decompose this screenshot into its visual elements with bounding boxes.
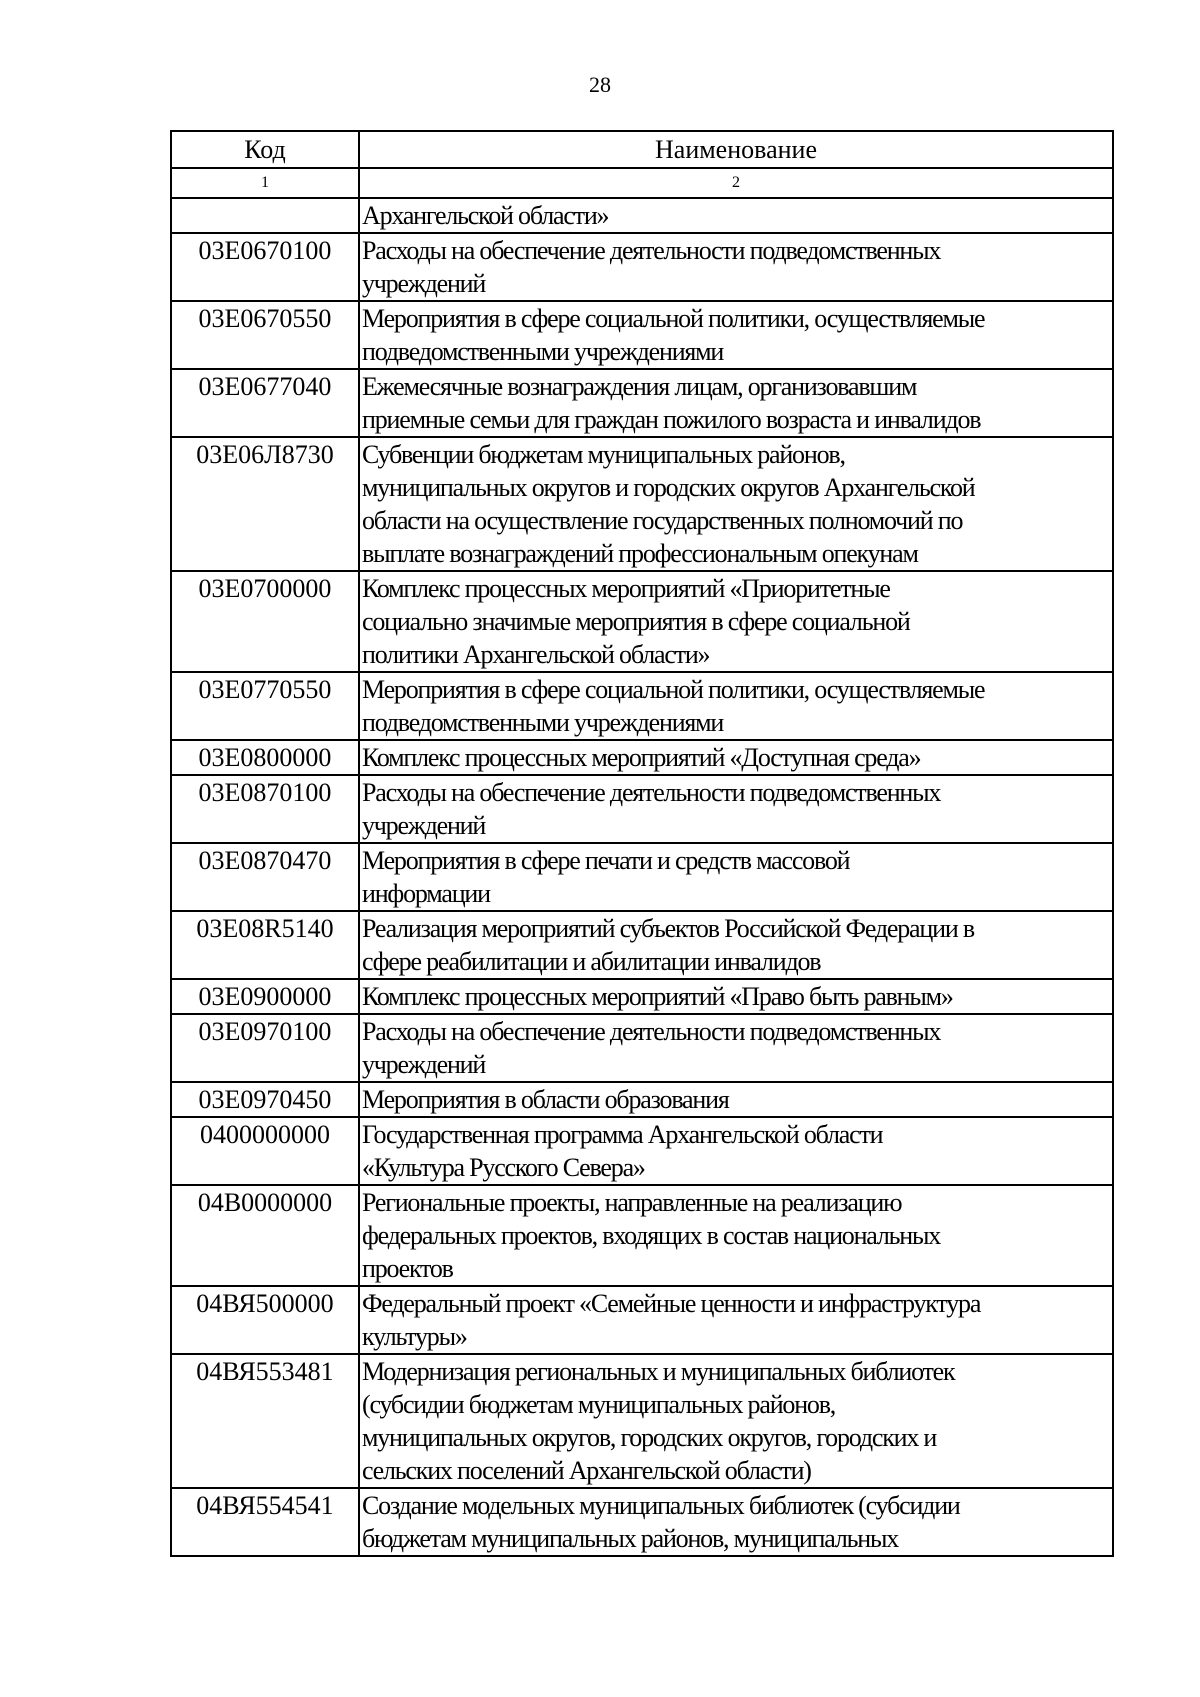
row-name-line: Создание модельных муниципальных библиотек (субсидии xyxy=(362,1491,960,1520)
row-name-line: муниципальных округов и городских округов Архангельской xyxy=(362,473,975,502)
row-name-line: Федеральный проект «Семейные ценности и инфраструктура xyxy=(362,1289,981,1318)
row-name xyxy=(359,1354,1113,1488)
row-name-line: Региональные проекты, направленные на реализацию xyxy=(362,1188,902,1217)
row-name-line: Мероприятия в области образования xyxy=(362,1085,729,1114)
row-code: 03Е0900000 xyxy=(171,979,359,1014)
table-row xyxy=(171,672,1113,740)
row-name-line: сфере реабилитации и абилитации инвалидов xyxy=(362,947,821,976)
row-code: 03Е0700000 xyxy=(171,571,359,672)
row-name-line: Мероприятия в сфере печати и средств массовой xyxy=(362,846,850,875)
row-name xyxy=(359,233,1113,301)
row-name-line: Расходы на обеспечение деятельности подведомственных xyxy=(362,1017,941,1046)
row-code xyxy=(171,198,359,233)
row-name-line: Расходы на обеспечение деятельности подведомственных xyxy=(362,236,941,265)
header-name: Наименование xyxy=(359,131,1113,168)
row-name-line: учреждений xyxy=(362,811,486,840)
row-code: 0400000000 xyxy=(171,1117,359,1185)
row-code: 03Е0670550 xyxy=(171,301,359,369)
row-name-line: политики Архангельской области» xyxy=(362,640,710,669)
row-name xyxy=(359,437,1113,571)
row-name xyxy=(359,1082,1113,1117)
row-name-line: Расходы на обеспечение деятельности подведомственных xyxy=(362,778,941,807)
row-name-line: федеральных проектов, входящих в состав национальных xyxy=(362,1221,941,1250)
table-header-row xyxy=(171,131,1113,168)
row-code: 03Е0677040 xyxy=(171,369,359,437)
row-name xyxy=(359,198,1113,233)
row-name-line: социально значимые мероприятия в сфере социальной xyxy=(362,607,910,636)
row-name-line: информации xyxy=(362,879,490,908)
table-row xyxy=(171,911,1113,979)
row-code: 04ВЯ553481 xyxy=(171,1354,359,1488)
row-name xyxy=(359,1117,1113,1185)
row-name-line: подведомственными учреждениями xyxy=(362,337,724,366)
table-row xyxy=(171,740,1113,775)
row-name-line: (субсидии бюджетам муниципальных районов, xyxy=(362,1390,836,1419)
table-row xyxy=(171,1286,1113,1354)
row-name-line: приемные семьи для граждан пожилого возраста и инвалидов xyxy=(362,405,981,434)
row-name-line: Комплекс процессных мероприятий «Приоритетные xyxy=(362,574,890,603)
row-name-line: Ежемесячные вознаграждения лицам, организовавшим xyxy=(362,372,917,401)
column-number-name: 2 xyxy=(359,168,1113,198)
table-row xyxy=(171,1488,1113,1556)
row-name-line: Мероприятия в сфере социальной политики, осуществляемые xyxy=(362,304,985,333)
row-name xyxy=(359,672,1113,740)
row-name-line: культуры» xyxy=(362,1322,467,1351)
row-name-line: учреждений xyxy=(362,269,486,298)
row-code: 04ВЯ500000 xyxy=(171,1286,359,1354)
table-row xyxy=(171,233,1113,301)
row-name xyxy=(359,775,1113,843)
table-row xyxy=(171,1185,1113,1286)
row-name-line: Государственная программа Архангельской области xyxy=(362,1120,883,1149)
table-row xyxy=(171,1354,1113,1488)
row-code: 03Е0870100 xyxy=(171,775,359,843)
table-row xyxy=(171,843,1113,911)
table-row xyxy=(171,301,1113,369)
row-name-line: учреждений xyxy=(362,1050,486,1079)
row-code: 04В0000000 xyxy=(171,1185,359,1286)
table-row xyxy=(171,1082,1113,1117)
table-row xyxy=(171,775,1113,843)
row-name-line: Модернизация региональных и муниципальных библиотек xyxy=(362,1357,955,1386)
table-row xyxy=(171,437,1113,571)
table-row xyxy=(171,369,1113,437)
row-name-line: бюджетам муниципальных районов, муниципальных xyxy=(362,1524,899,1553)
row-name-line: Комплекс процессных мероприятий «Доступная среда» xyxy=(362,743,921,772)
budget-classification-table xyxy=(170,130,1114,1557)
row-name-line: подведомственными учреждениями xyxy=(362,708,724,737)
table-row xyxy=(171,198,1113,233)
row-name-line: Комплекс процессных мероприятий «Право быть равным» xyxy=(362,982,953,1011)
table-row xyxy=(171,979,1113,1014)
row-name xyxy=(359,1488,1113,1556)
row-name-line: области на осуществление государственных полномочий по xyxy=(362,506,963,535)
column-number-row xyxy=(171,168,1113,198)
header-code: Код xyxy=(171,131,359,168)
row-code: 03Е0970450 xyxy=(171,1082,359,1117)
row-name-line: «Культура Русского Севера» xyxy=(362,1153,645,1182)
row-name-line: Архангельской области» xyxy=(362,201,609,230)
row-code: 04ВЯ554541 xyxy=(171,1488,359,1556)
row-name-line: сельских поселений Архангельской области) xyxy=(362,1456,811,1485)
row-name xyxy=(359,301,1113,369)
row-name xyxy=(359,1286,1113,1354)
column-number-code: 1 xyxy=(171,168,359,198)
table-row xyxy=(171,571,1113,672)
row-name-line: выплате вознаграждений профессиональным опекунам xyxy=(362,539,918,568)
row-code: 03Е0970100 xyxy=(171,1014,359,1082)
row-name-line: Мероприятия в сфере социальной политики, осуществляемые xyxy=(362,675,985,704)
row-name-line: Субвенции бюджетам муниципальных районов, xyxy=(362,440,845,469)
row-name-line: проектов xyxy=(362,1254,453,1283)
row-name xyxy=(359,979,1113,1014)
row-code: 03Е0670100 xyxy=(171,233,359,301)
row-name xyxy=(359,740,1113,775)
row-code: 03Е0870470 xyxy=(171,843,359,911)
row-name-line: Реализация мероприятий субъектов Российской Федерации в xyxy=(362,914,974,943)
row-name xyxy=(359,1014,1113,1082)
row-name-line: муниципальных округов, городских округов, городских и xyxy=(362,1423,937,1452)
row-name xyxy=(359,843,1113,911)
page-number: 28 xyxy=(589,72,611,97)
row-name xyxy=(359,1185,1113,1286)
row-code: 03Е0770550 xyxy=(171,672,359,740)
row-name xyxy=(359,911,1113,979)
table-row xyxy=(171,1117,1113,1185)
row-code: 03Е06Л8730 xyxy=(171,437,359,571)
table-row xyxy=(171,1014,1113,1082)
table-body xyxy=(171,198,1113,1556)
row-name xyxy=(359,571,1113,672)
row-code: 03Е08R5140 xyxy=(171,911,359,979)
row-name xyxy=(359,369,1113,437)
row-code: 03Е0800000 xyxy=(171,740,359,775)
